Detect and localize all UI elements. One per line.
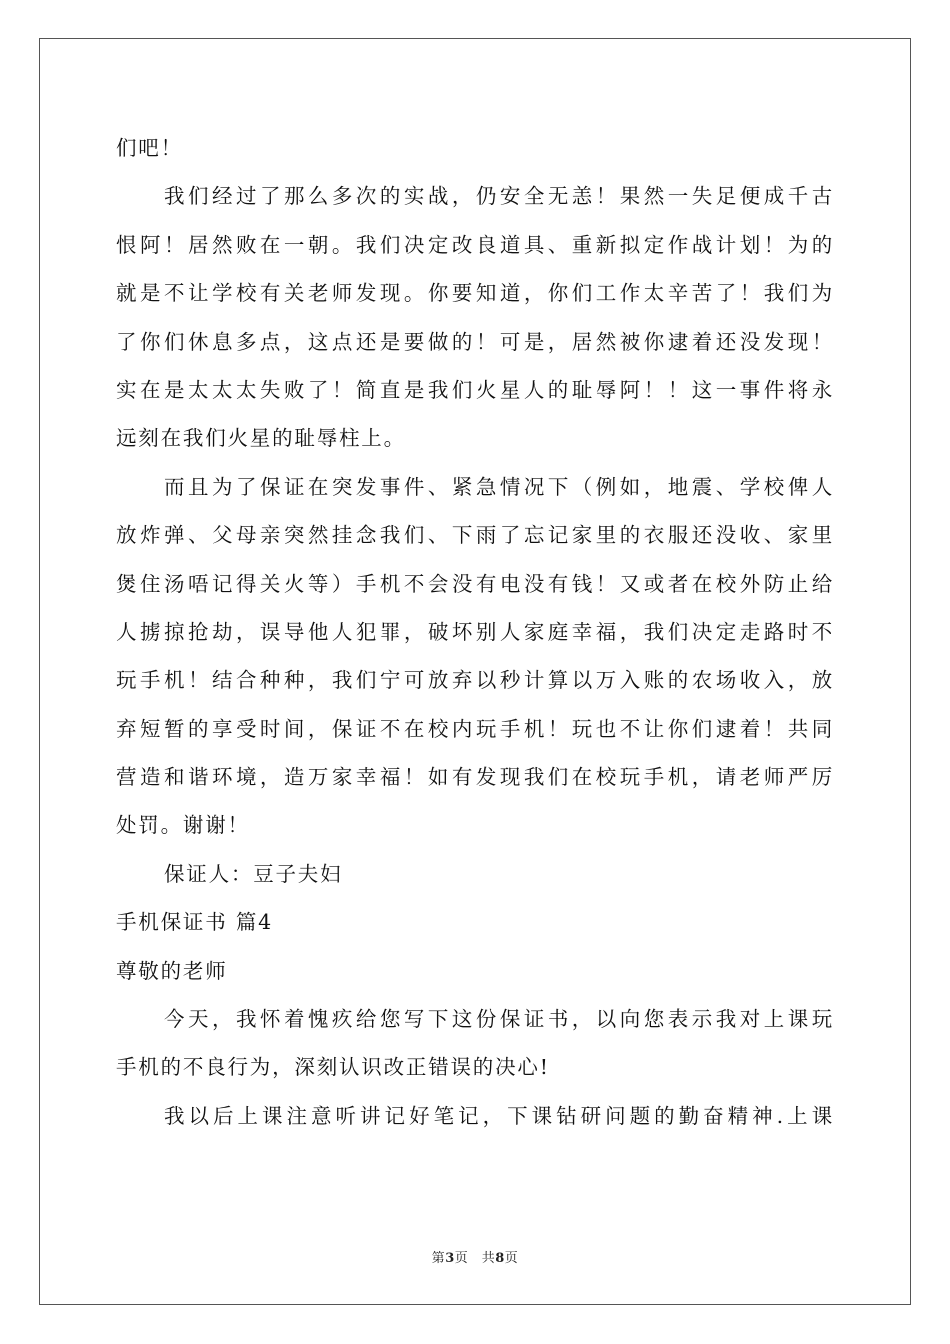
text-line: 营造和谐环境，造万家幸福！如有发现我们在校玩手机，请老师严厉 [116, 765, 834, 790]
text-line: 煲住汤唔记得关火等）手机不会没有电没有钱！又或者在校外防止给 [116, 571, 834, 596]
text-line: 手机保证书 篇4 [116, 910, 273, 935]
text-line: 实在是太太太失败了！简直是我们火星人的耻辱阿！！这一事件将永 [116, 377, 834, 402]
text-line: 玩手机！结合种种，我们宁可放弃以秒计算以万入账的农场收入，放 [116, 668, 834, 693]
text-line: 放炸弹、父母亲突然挂念我们、下雨了忘记家里的衣服还没收、家里 [116, 523, 834, 548]
footer-suffix: 页 [504, 1251, 519, 1266]
text-line: 尊敬的老师 [116, 958, 228, 983]
document-body [116, 124, 834, 1140]
text-line: 了你们休息多点，这点还是要做的！可是，居然被你逮着还没发现！ [116, 329, 834, 354]
text-line: 我们经过了那么多次的实战，仍安全无恙！果然一失足便成千古 [164, 184, 834, 209]
text-line: 远刻在我们火星的耻辱柱上。 [116, 426, 406, 451]
text-line: 今天，我怀着愧疚给您写下这份保证书，以向您表示我对上课玩 [164, 1007, 834, 1032]
text-line: 弃短暂的享受时间，保证不在校内玩手机！玩也不让你们逮着！共同 [116, 716, 834, 741]
footer-total-pages: 8 [495, 1251, 505, 1266]
text-line: 人掳掠抢劫，误导他人犯罪，破坏别人家庭幸福，我们决定走路时不 [116, 619, 834, 644]
text-line: 就是不让学校有关老师发现。你要知道，你们工作太辛苦了！我们为 [116, 281, 834, 306]
text-line: 我以后上课注意听讲记好笔记，下课钻研问题的勤奋精神.上课 [164, 1103, 834, 1128]
text-line: 保证人：豆子夫妇 [164, 861, 343, 886]
footer-current-page: 3 [445, 1251, 455, 1266]
text-line: 处罚。谢谢！ [116, 813, 250, 838]
page-footer [0, 1247, 950, 1266]
footer-mid: 页 共 [454, 1251, 496, 1266]
text-line: 恨阿！居然败在一朝。我们决定改良道具、重新拟定作战计划！为的 [116, 232, 834, 257]
text-line: 而且为了保证在突发事件、紧急情况下（例如，地震、学校俾人 [164, 474, 834, 499]
text-line: 们吧！ [116, 136, 183, 160]
text-line: 手机的不良行为，深刻认识改正错误的决心! [116, 1055, 550, 1080]
footer-prefix: 第 [431, 1251, 446, 1266]
